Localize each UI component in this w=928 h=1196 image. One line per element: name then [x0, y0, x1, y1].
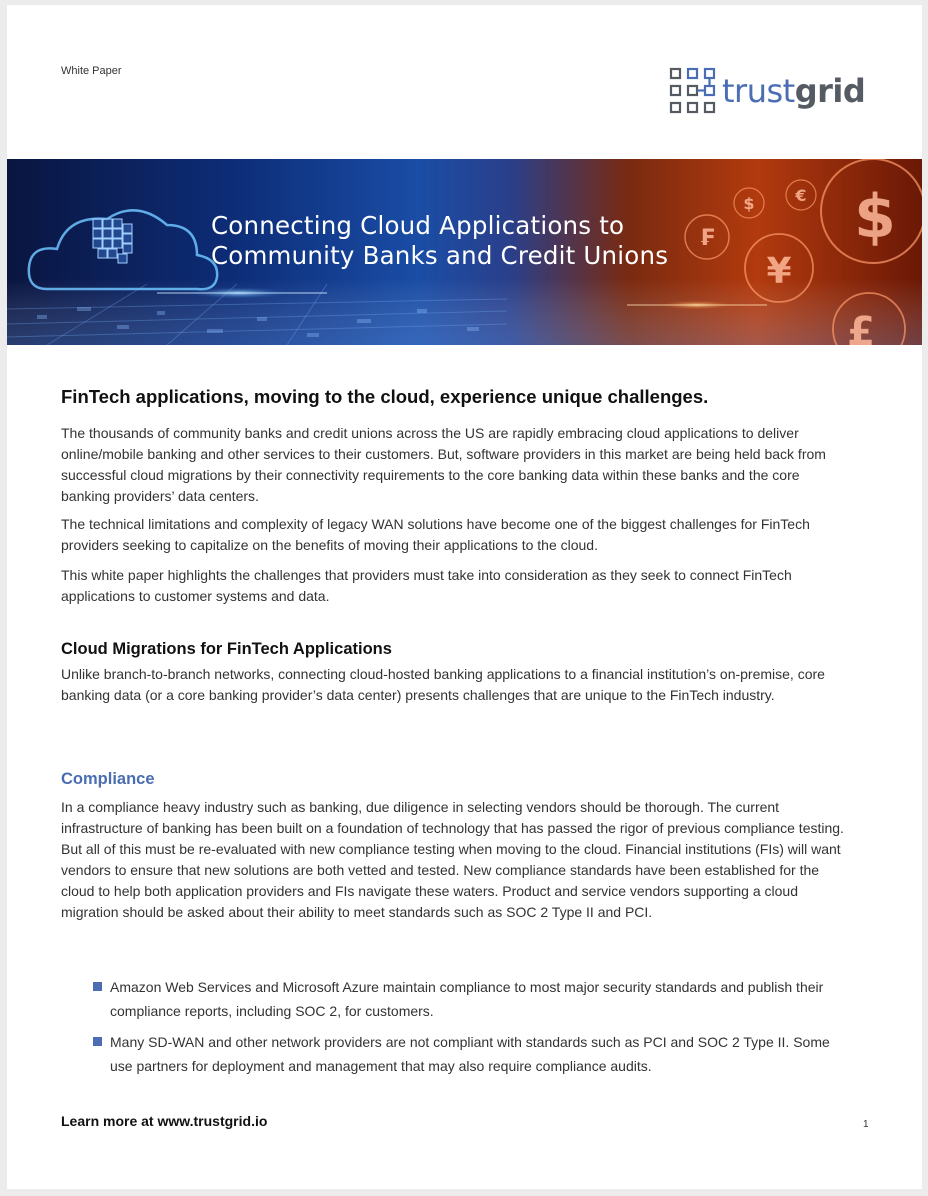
banner-title — [211, 211, 668, 271]
coin-yen: ¥ — [766, 251, 792, 292]
intro-heading: FinTech applications, moving to the cloud, experience unique challenges. — [61, 386, 709, 407]
compliance-heading: Compliance — [61, 770, 155, 788]
bullet-text: Many SD-WAN and other network providers are not compliant with standards such as PCI and SOC 2 Type II. Some use partners for deployment and management that may also require compliance audits. — [110, 1034, 830, 1074]
coin-dollar-large: $ — [854, 182, 896, 252]
coin-pound: £ — [847, 309, 875, 345]
coin-franc: ₣ — [699, 226, 715, 251]
bullet-text: Amazon Web Services and Microsoft Azure maintain compliance to most major security standards and publish their compliance reports, including SOC 2, for customers. — [110, 979, 824, 1019]
list-item — [93, 1030, 853, 1078]
page-number: 1 — [863, 1119, 869, 1130]
document-type-label: White Paper — [61, 65, 122, 77]
document-page — [7, 5, 922, 1189]
coin-dollar-small: $ — [743, 194, 755, 213]
banner-title-line-1: Connecting Cloud Applications to — [211, 211, 625, 240]
hero-banner — [7, 159, 922, 345]
compliance-bullet-list — [93, 975, 853, 1085]
logo-word-light: trust — [722, 72, 795, 110]
migrations-heading: Cloud Migrations for FinTech Applications — [61, 640, 392, 658]
compliance-paragraph: In a compliance heavy industry such as banking, due diligence in selecting vendors should be thorough. The current infrastructure of banking has been built on a foundation of technology that has passed the rigor of previous compliance testing. But all of this must be re-evaluated with new compliance testing when moving to the cloud. Financial institutions (FIs) will want vendors to ensure that new solutions are both vetted and tested. New compliance standards have been established for the cloud to help both application providers and FIs navigate these waters. Product and service vendors supporting a cloud migration should be asked about their ability to meet standards such as SOC 2 Type II and PCI. — [61, 799, 844, 920]
trustgrid-logo — [669, 67, 865, 115]
list-item — [93, 975, 853, 1023]
grid-logo-icon — [669, 67, 717, 115]
bullet-square-icon — [93, 1037, 102, 1046]
coin-euro: € — [795, 186, 807, 205]
footer-website-link[interactable]: Learn more at www.trustgrid.io — [61, 1113, 268, 1129]
banner-title-line-2: Community Banks and Credit Unions — [211, 241, 669, 270]
intro-paragraph-1: The thousands of community banks and credit unions across the US are rapidly embracing cloud applications to deliver online/mobile banking and other services to their customers. But, software providers in this market are being held back from successful cloud migrations by their connectivity requirements to the core banking data within these banks and the core banking providers’ data centers. — [61, 425, 826, 504]
migrations-paragraph: Unlike branch-to-branch networks, connecting cloud-hosted banking applications to a financial institution’s on-premise, core banking data (or a core banking provider’s data center) presents challenges that are unique to the FinTech industry. — [61, 666, 825, 703]
logo-wordmark — [722, 72, 866, 110]
intro-paragraph-3: This white paper highlights the challenges that providers must take into consideration as they seek to connect FinTech applications to customer systems and data. — [61, 567, 792, 604]
bullet-square-icon — [93, 982, 102, 991]
intro-paragraph-2: The technical limitations and complexity of legacy WAN solutions have become one of the biggest challenges for FinTech providers seeking to capitalize on the benefits of moving their applications to the cloud. — [61, 516, 810, 553]
logo-word-bold: grid — [794, 72, 866, 110]
